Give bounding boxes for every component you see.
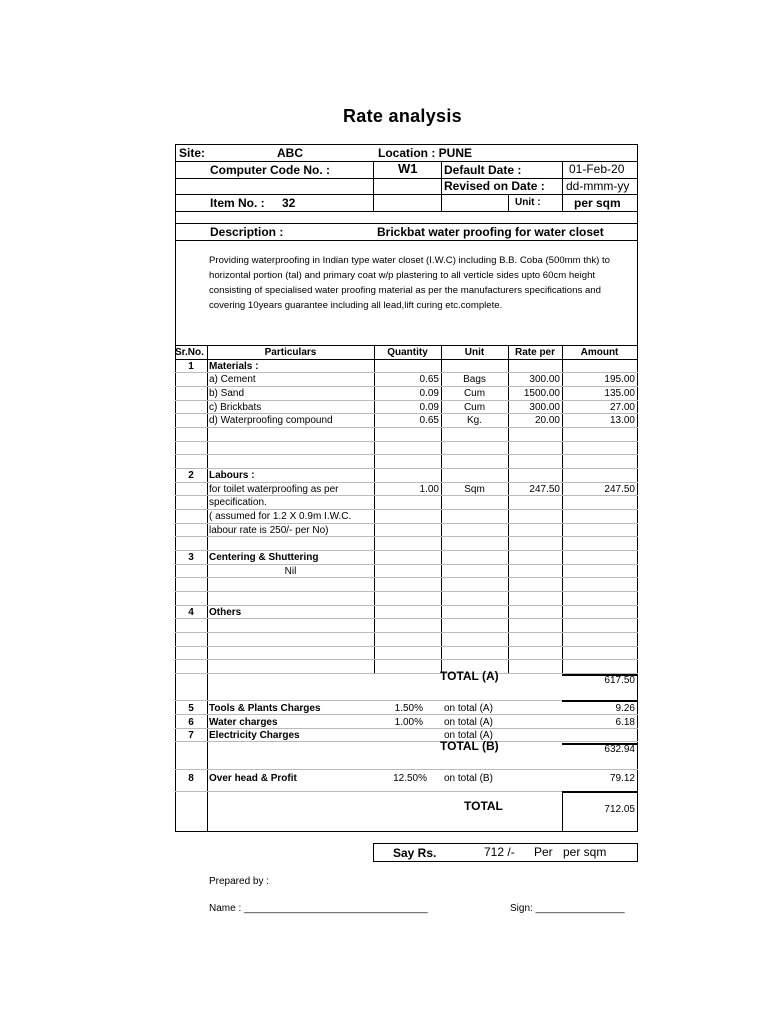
default-date-label: Default Date : [444, 163, 522, 177]
item-no-value: 32 [282, 196, 296, 210]
say-per: Per [534, 845, 553, 859]
material-amount: 135.00 [604, 388, 635, 399]
centering-value: Nil [284, 566, 297, 577]
labour-amount: 247.50 [604, 484, 635, 495]
charge-basis: on total (A) [444, 717, 493, 728]
labours-heading: Labours : [209, 470, 255, 481]
material-rate: 300.00 [529, 374, 560, 385]
location-label: Location : PUNE [378, 146, 473, 160]
grand-total-label: TOTAL [464, 799, 503, 813]
material-amount: 27.00 [609, 402, 635, 413]
default-date-value: 01-Feb-20 [569, 162, 625, 176]
material-rate: 1500.00 [523, 388, 560, 399]
prepared-by: Prepared by : [209, 876, 270, 887]
col-amount: Amount [580, 347, 619, 358]
col-particulars: Particulars [264, 347, 317, 358]
material-amount: 13.00 [609, 415, 635, 426]
computer-code-value: W1 [398, 161, 418, 176]
page-title: Rate analysis [343, 106, 462, 126]
sr-4: 4 [188, 607, 194, 618]
material-qty: 0.65 [419, 415, 439, 426]
total-a-value: 617.50 [604, 675, 635, 686]
material-qty: 0.09 [419, 388, 439, 399]
others-heading: Others [209, 607, 242, 618]
material-unit: Cum [463, 402, 486, 413]
sr-8: 8 [188, 773, 194, 784]
sr-6: 6 [188, 717, 194, 728]
charge-name: Water charges [209, 717, 278, 728]
material-name: a) Cement [209, 374, 256, 385]
description-label: Description : [210, 225, 284, 239]
col-srno: Sr.No. [175, 347, 204, 358]
col-rate: Rate per [514, 347, 555, 358]
overhead-name: Over head & Profit [209, 773, 297, 784]
say-unit: per sqm [563, 845, 607, 859]
material-name: b) Sand [209, 388, 245, 399]
charge-pct: 1.00% [394, 717, 423, 728]
total-b-value: 632.94 [604, 744, 635, 755]
revised-date-value: dd-mmm-yy [566, 179, 630, 193]
material-rate: 20.00 [534, 415, 560, 426]
sr-5: 5 [188, 703, 194, 714]
labour-qty: 1.00 [419, 484, 439, 495]
centering-heading: Centering & Shuttering [209, 552, 319, 563]
site-value: ABC [277, 146, 303, 160]
labour-line-4: labour rate is 250/- per No) [209, 525, 329, 536]
overhead-basis: on total (B) [444, 773, 493, 784]
materials-heading: Materials : [209, 361, 259, 372]
charge-name: Electricity Charges [209, 730, 300, 741]
material-qty: 0.65 [419, 374, 439, 385]
sign-line: Sign: ________________ [510, 903, 625, 914]
description-title: Brickbat water proofing for water closet [377, 225, 604, 239]
total-b-label: TOTAL (B) [440, 739, 499, 753]
say-label: Say Rs. [393, 846, 437, 860]
sr-2: 2 [188, 470, 194, 481]
charge-pct: 1.50% [394, 703, 423, 714]
material-name: d) Waterproofing compound [209, 415, 333, 426]
description-text: Providing waterproofing in Indian type water closet (I.W.C) including B.B. Coba (500mm thk) to horizontal portion (tal) and primary coat w/p plastering to all verticle sides upto 60cm height consisting of specialised water proofing material as per the manufacturers specifications and covering 10years guarantee including all lead,lift curing etc.complete. [209, 255, 610, 311]
labour-unit: Sqm [464, 484, 485, 495]
sr-7: 7 [188, 730, 194, 741]
charge-basis: on total (A) [444, 703, 493, 714]
labour-line-1: for toilet waterproofing as per [209, 484, 339, 495]
sr-1: 1 [188, 361, 194, 372]
labour-line-3: ( assumed for 1.2 X 0.9m I.W.C. [209, 511, 352, 522]
charge-amount: 6.18 [615, 717, 635, 728]
item-no-label: Item No. : [210, 196, 265, 210]
charge-amount: 9.26 [615, 703, 635, 714]
material-name: c) Brickbats [209, 402, 262, 413]
col-unit: Unit [464, 347, 485, 358]
computer-code-label: Computer Code No. : [210, 163, 330, 177]
overhead-pct: 12.50% [393, 773, 427, 784]
sr-3: 3 [188, 552, 194, 563]
material-unit: Kg. [466, 415, 482, 426]
grand-total-value: 712.05 [604, 804, 635, 815]
overhead-amount: 79.12 [609, 773, 635, 784]
material-qty: 0.09 [419, 402, 439, 413]
labour-rate: 247.50 [529, 484, 560, 495]
site-label: Site: [179, 146, 206, 160]
unit-label: Unit : [515, 197, 541, 208]
charge-name: Tools & Plants Charges [209, 703, 321, 714]
material-rate: 300.00 [529, 402, 560, 413]
say-value: 712 /- [484, 845, 515, 859]
total-a-label: TOTAL (A) [440, 669, 499, 683]
material-unit: Cum [463, 388, 486, 399]
material-amount: 195.00 [604, 374, 635, 385]
unit-value: per sqm [574, 196, 621, 210]
revised-date-label: Revised on Date : [444, 179, 545, 193]
charge-basis: on total (A) [444, 730, 493, 741]
col-quantity: Quantity [387, 347, 428, 358]
labour-line-2: specification. [209, 497, 267, 508]
material-unit: Bags [463, 374, 486, 385]
name-line: Name : _________________________________ [209, 903, 428, 914]
